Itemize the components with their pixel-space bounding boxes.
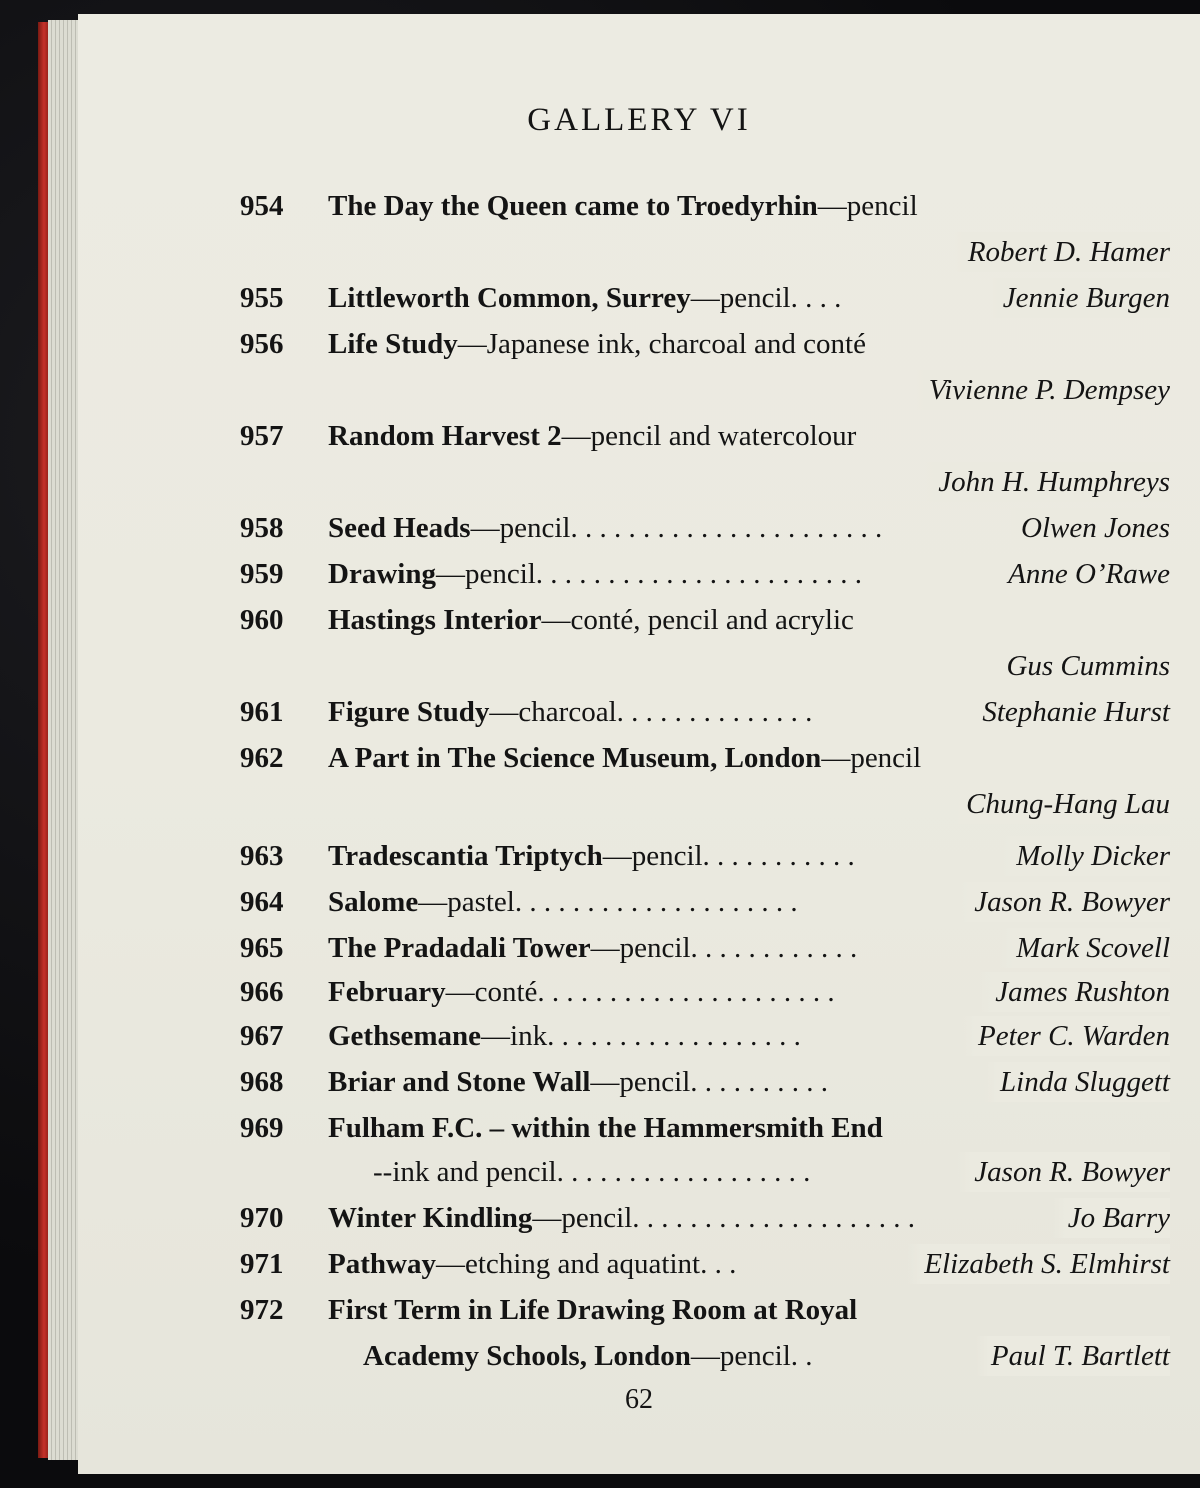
entry-962 [78,738,1178,778]
entry-medium: —pencil. . . . . . . . . . . . [590,932,858,964]
entry-954 [78,186,1178,226]
entry-text [328,1108,883,1148]
book-edge [38,22,48,1458]
entry-number: 959 [240,558,284,590]
entry-text [328,554,862,594]
entry-970 [78,1198,1178,1238]
entry-medium: —pastel. . . . . . . . . . . . . . . . . . . . [418,886,798,918]
entry-971 [78,1244,1178,1284]
entry-artist: Gus Cummins [990,646,1170,686]
entry-title: Pathway [328,1248,436,1280]
entry-972 [78,1290,1178,1330]
entry-medium: —pencil. . . . . . . . . . . . . . . . . . . . [532,1202,916,1234]
entry-artist: Paul T. Bartlett [975,1336,1170,1376]
entry-957-artist-line [78,462,1178,502]
entry-957 [78,416,1178,456]
page-edges [48,20,80,1460]
entry-medium: —pencil [817,190,918,222]
entry-title: Seed Heads [328,512,471,544]
entry-text [328,416,856,456]
entry-artist: James Rushton [979,972,1170,1012]
entry-medium: —pencil [821,742,922,774]
entry-955 [78,278,1178,318]
entry-text [328,1198,915,1238]
entry-text [328,738,921,778]
entry-960-artist-line [78,646,1178,686]
entry-text [328,186,918,226]
entry-medium: —pencil. . . . . . . . . . [590,1066,829,1098]
page-number: 62 [625,1384,653,1415]
entry-number: 957 [240,420,284,452]
entry-medium: —pencil. . . . . . . . . . . . . . . . . . . . . . . [435,558,863,590]
entry-number: 966 [240,976,284,1008]
entry-number: 956 [240,328,284,360]
entry-medium: —pencil. . . . . . . . . . . [602,840,855,872]
entry-title: A Part in The Science Museum, London [328,742,822,774]
entry-number: 958 [240,512,284,544]
entry-artist: Mark Scovell [1000,928,1170,968]
entry-title: Salome [328,886,419,918]
entry-969-continuation [78,1152,1178,1192]
entry-959 [78,554,1178,594]
entry-text [328,600,854,640]
entry-text [328,1016,801,1056]
entry-number: 962 [240,742,284,774]
entry-967 [78,1016,1178,1056]
entry-961 [78,692,1178,732]
entry-958 [78,508,1178,548]
entry-number: 969 [240,1112,284,1144]
entry-968 [78,1062,1178,1102]
entry-text [328,508,882,548]
entry-964 [78,882,1178,922]
entry-artist: Peter C. Warden [962,1016,1170,1056]
entry-artist: Olwen Jones [1005,508,1170,548]
entry-title: Tradescantia Triptych [328,840,603,872]
entry-medium: —conté, pencil and acrylic [541,604,854,636]
entry-number: 967 [240,1020,284,1052]
entry-number: 968 [240,1066,284,1098]
entry-number: 955 [240,282,284,314]
entry-artist: Anne O’Rawe [992,554,1170,594]
entry-medium: —pencil. . . . [690,282,842,314]
entry-medium: —pencil and watercolour [561,420,857,452]
entry-title: Littleworth Common, Surrey [328,282,691,314]
entry-artist: Elizabeth S. Elmhirst [908,1244,1170,1284]
entry-title: Figure Study [328,696,490,728]
entry-962-artist-line [78,784,1178,824]
entry-text [328,928,857,968]
entry-medium: —charcoal. . . . . . . . . . . . . . [489,696,813,728]
entry-medium: —conté. . . . . . . . . . . . . . . . . . . . . [445,976,835,1008]
entry-number: 970 [240,1202,284,1234]
entry-965 [78,928,1178,968]
entry-966 [78,972,1178,1012]
entry-artist: Jason R. Bowyer [958,882,1170,922]
entry-artist: Linda Sluggett [984,1062,1170,1102]
entry-medium: —pencil. . . . . . . . . . . . . . . . . . . . . . [470,512,883,544]
entry-title: Gethsemane [328,1020,482,1052]
entry-artist: John H. Humphreys [922,462,1170,502]
entry-artist: Vivienne P. Dempsey [913,370,1170,410]
entry-artist: Jo Barry [1052,1198,1170,1238]
entry-number: 961 [240,696,284,728]
entry-number: 972 [240,1294,284,1326]
entry-title: Winter Kindling [328,1202,533,1234]
entry-number: 963 [240,840,284,872]
entry-text [328,324,866,364]
entry-title: Hastings Interior [328,604,542,636]
entry-medium: —ink. . . . . . . . . . . . . . . . . . [481,1020,801,1052]
entry-medium: —etching and aquatint. . . [435,1248,737,1280]
catalogue-page [78,14,1200,1474]
entry-title: Random Harvest 2 [328,420,562,452]
entry-text [328,692,812,732]
entry-969 [78,1108,1178,1148]
entry-972-continuation [78,1336,1178,1376]
entry-text [328,836,855,876]
entry-text [328,1062,828,1102]
entry-artist: Stephanie Hurst [966,692,1170,732]
entry-956 [78,324,1178,364]
entry-number: 954 [240,190,284,222]
entry-medium: --ink and pencil. . . . . . . . . . . . . . . . . . [373,1156,811,1188]
entry-artist: Molly Dicker [1000,836,1170,876]
entry-954-artist-line [78,232,1178,272]
entry-title: The Pradadali Tower [328,932,591,964]
entry-text [328,278,841,318]
entry-title: The Day the Queen came to Troedyrhin [328,190,818,222]
entry-text [328,882,798,922]
entry-title: First Term in Life Drawing Room at Royal [328,1294,858,1326]
entry-number: 965 [240,932,284,964]
entry-956-artist-line [78,370,1178,410]
entry-title: Drawing [328,558,436,590]
entry-title: Fulham F.C. – within the Hammersmith End [328,1112,883,1144]
entry-artist: Robert D. Hamer [952,232,1170,272]
entry-artist: Jason R. Bowyer [958,1152,1170,1192]
entry-text [328,1244,736,1284]
entry-number: 960 [240,604,284,636]
entry-title: Life Study [328,328,458,360]
entry-medium: —pencil. . [690,1340,813,1372]
entry-963 [78,836,1178,876]
page-title: GALLERY VI [527,102,751,138]
entry-title-continued: Academy Schools, London [363,1340,691,1372]
entry-number: 964 [240,886,284,918]
entry-text [363,1336,813,1376]
entry-title: Briar and Stone Wall [328,1066,591,1098]
entry-artist: Jennie Burgen [987,278,1170,318]
entry-960 [78,600,1178,640]
entry-text [328,972,835,1012]
entry-medium: —Japanese ink, charcoal and conté [457,328,866,360]
entry-list [78,14,1200,1474]
entry-number: 971 [240,1248,284,1280]
entry-text [328,1290,857,1330]
entry-artist: Chung-Hang Lau [950,784,1170,824]
entry-title: February [328,976,446,1008]
